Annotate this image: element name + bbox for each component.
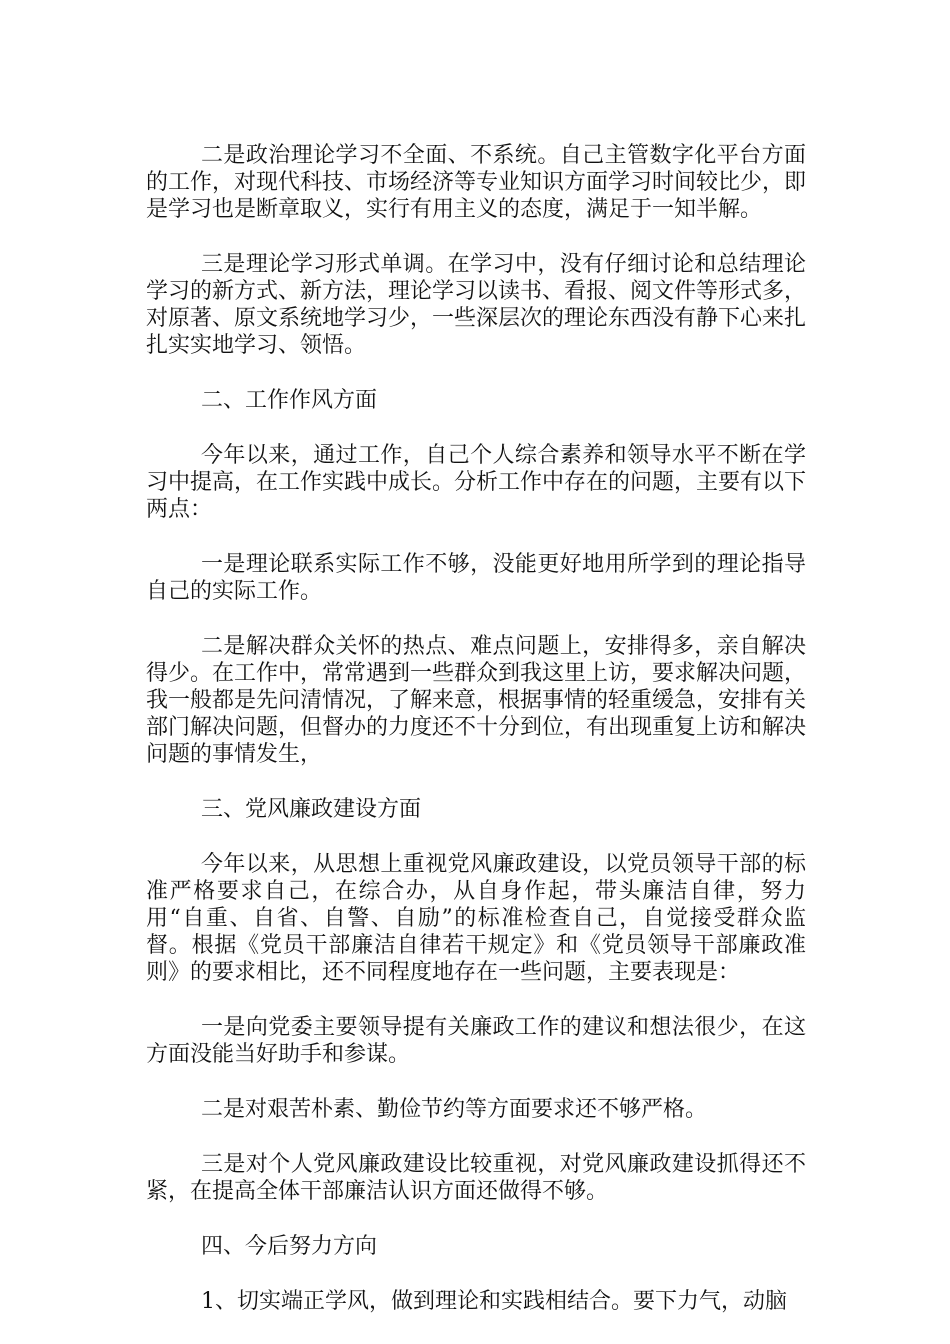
paragraph: 一是向党委主要领导提有关廉政工作的建议和想法很少，在这方面没能当好助手和参谋。 [146, 1015, 806, 1067]
paragraph: 一是理论联系实际工作不够，没能更好地用所学到的理论指导自己的实际工作。 [146, 552, 806, 604]
section-heading: 三、党风廉政建设方面 [201, 797, 422, 822]
section-heading: 二、工作作风方面 [201, 388, 378, 413]
paragraph: 二是政治理论学习不全面、不系统。自己主管数字化平台方面的工作，对现代科技、市场经济等专业知识方面学习时间较比少，即是学习也是断章取义，实行有用主义的态度，满足于一知半解。 [146, 143, 807, 222]
document-page [146, 142, 806, 1343]
paragraph: 三是对个人党风廉政建设比较重视，对党风廉政建设抓得还不紧，在提高全体干部廉洁认识方面还做得不够。 [146, 1152, 806, 1204]
paragraph: 1、切实端正学风，做到理论和实践相结合。要下力气，动脑 [201, 1289, 787, 1314]
paragraph: 二是对艰苦朴素、勤俭节约等方面要求还不够严格。 [201, 1097, 708, 1122]
paragraph: 今年以来，从思想上重视党风廉政建设，以党员领导干部的标准严格要求自己，在综合办，从自身作起，带头廉洁自律，努力用“自重、自省、自警、自励”的标准检查自己，自觉接受群众监督。根据《党员干部廉洁自律若干规定》和《党员领导干部廉政准则》的要求相比，还不同程度地存在一些问题，主要表现是： [146, 852, 806, 985]
paragraph: 三是理论学习形式单调。在学习中，没有仔细讨论和总结理论学习的新方式、新方法，理论学习以读书、看报、阅文件等形式多，对原著、原文系统地学习少，一些深层次的理论东西没有静下心来扎扎实实地学习、领悟。 [146, 252, 807, 358]
paragraph: 二是解决群众关怀的热点、难点问题上，安排得多，亲自解决得少。在工作中，常常遇到一些群众到我这里上访，要求解决问题，我一般都是先问清情况，了解来意，根据事情的轻重缓急，安排有关部门解决问题，但督办的力度还不十分到位，有出现重复上访和解决问题的事情发生， [146, 634, 807, 767]
paragraph: 今年以来，通过工作，自己个人综合素养和领导水平不断在学习中提高，在工作实践中成长。分析工作中存在的问题，主要有以下两点： [146, 443, 807, 522]
section-heading: 四、今后努力方向 [201, 1234, 378, 1259]
